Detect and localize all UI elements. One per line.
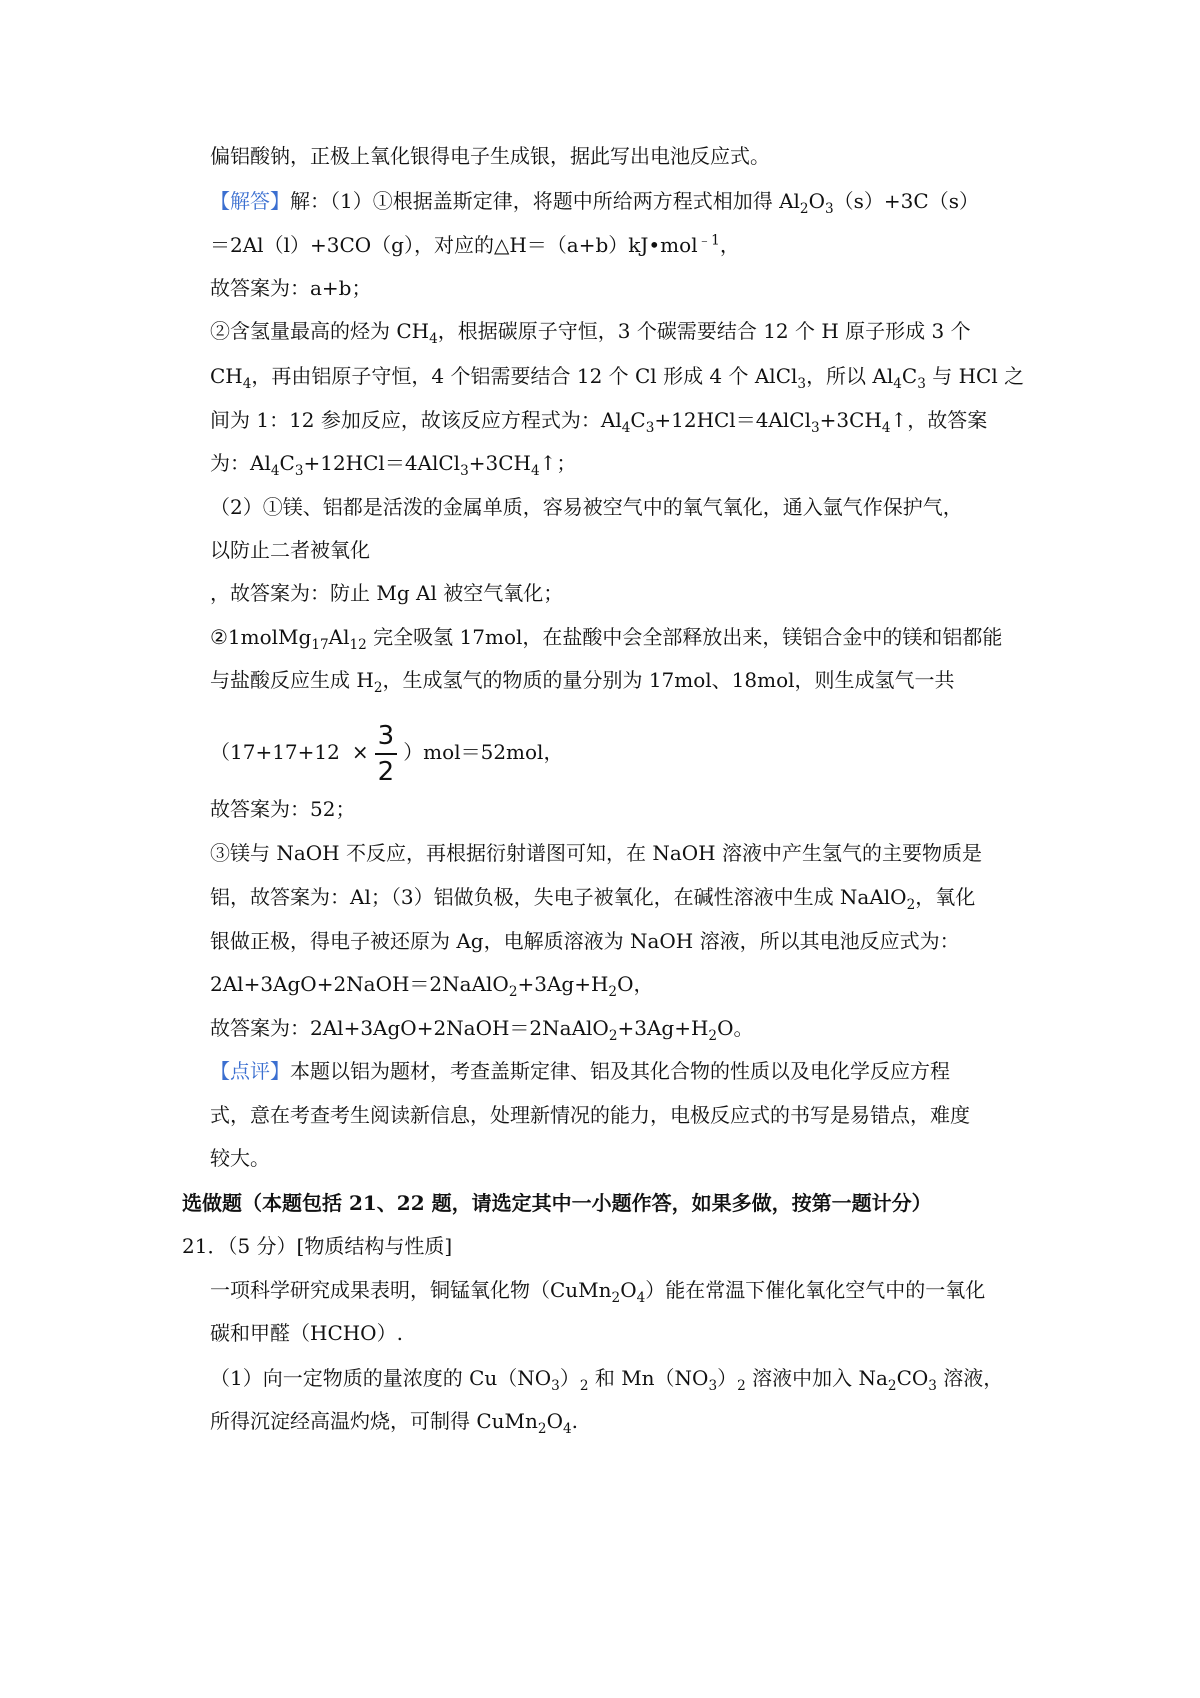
text-line	[210, 405, 1030, 435]
text-run: 以防止二者被氧化	[210, 538, 370, 562]
subscript: 4	[636, 1289, 646, 1306]
formula-line	[210, 716, 1030, 788]
subscript: 2	[737, 1377, 746, 1394]
subscript: 4	[270, 462, 280, 479]
subscript: 3	[797, 375, 807, 392]
text-run: 所得沉淀经高温灼烧，可制得 CuMn	[210, 1409, 538, 1433]
subscript: 4	[621, 419, 631, 436]
text-run: CH	[210, 364, 243, 388]
text-line	[210, 969, 1030, 999]
text-line	[210, 578, 1030, 608]
text-run: （s）+3C（s）	[833, 189, 979, 213]
text-line	[210, 794, 1030, 824]
text-run: O	[546, 1409, 563, 1433]
text-run: 故答案为：a+b；	[210, 276, 372, 300]
subscript: 3	[294, 462, 304, 479]
text-run: 与 HCl 之	[925, 364, 1025, 388]
comment-tag: 【点评】	[210, 1059, 290, 1083]
text-run: ，再由铝原子守恒，4 个铝需要结合 12 个 Cl 形成 4 个 AlCl	[251, 364, 798, 388]
subscript: 3	[645, 419, 655, 436]
text-line	[210, 316, 1030, 346]
text-run: 铝，故答案为：Al；（3）铝做负极，失电子被氧化，在碱性溶液中生成 NaAlO	[210, 885, 907, 909]
text-run: 式，意在考查考生阅读新信息，处理新情况的能力，电极反应式的书写是易错点，难度	[210, 1103, 970, 1127]
subscript: 4	[881, 419, 891, 436]
text-line	[210, 230, 1030, 260]
subscript: 3	[928, 1377, 937, 1394]
text-run: O	[808, 189, 825, 213]
question-number	[182, 1231, 1002, 1261]
text-line	[210, 273, 1030, 303]
fraction	[375, 721, 398, 787]
text-run: 故答案为：2Al+3AgO+2NaOH＝2NaAlO	[210, 1016, 609, 1040]
text-run: 解：（1）①根据盖斯定律，将题中所给两方程式相加得 Al	[290, 189, 800, 213]
text-line	[210, 838, 1030, 868]
text-run: C	[901, 364, 918, 388]
text-run: 银做正极，得电子被还原为 Ag，电解质溶液为 NaOH 溶液，所以其电池反应式为：	[210, 929, 960, 953]
superscript: ﹣1	[697, 232, 720, 249]
text-run: Al	[328, 625, 350, 649]
text-run: ）	[559, 1366, 580, 1390]
subscript: 2	[708, 1027, 718, 1044]
text-line	[210, 361, 1030, 391]
subscript: 2	[608, 983, 618, 1000]
text-run: ，生成氢气的物质的量分别为 17mol、18mol，则生成氢气一共	[382, 668, 955, 692]
text-run: CO	[896, 1366, 929, 1390]
text-run: ）	[717, 1366, 738, 1390]
text-run: ③镁与 NaOH 不反应，再根据衍射谱图可知，在 NaOH 溶液中产生氢气的主要物质是	[210, 841, 982, 865]
text-line	[210, 141, 1030, 171]
text-line	[210, 492, 1030, 522]
text-run: （1）向一定物质的量浓度的 Cu（NO	[210, 1366, 552, 1390]
text-run: 为：Al	[210, 451, 271, 475]
text-run: ，氧化	[915, 885, 976, 909]
text-run: 溶液中加入 Na	[745, 1366, 888, 1390]
text-run: （17+17+12	[210, 740, 340, 764]
text-run: ）能在常温下催化氧化空气中的一氧化	[645, 1278, 986, 1302]
text-run: 完全吸氢 17mol，在盐酸中会全部释放出来，镁铝合金中的镁和铝都能	[366, 625, 1003, 649]
text-run: 一项科学研究成果表明，铜锰氧化物（CuMn	[210, 1278, 612, 1302]
subscript: 12	[349, 636, 367, 653]
fraction-numerator: 3	[377, 720, 395, 751]
text-line	[210, 1013, 1030, 1043]
subscript: 2	[537, 1420, 547, 1437]
text-line	[210, 665, 1030, 695]
text-run: ，故答案为：防止 Mg Al 被空气氧化；	[210, 581, 564, 605]
text-run: 间为 1：12 参加反应，故该反应方程式为：Al	[210, 408, 622, 432]
text-run: ，根据碳原子守恒，3 个碳需要结合 12 个 H 原子形成 3 个	[437, 319, 971, 343]
text-run: +3CH	[819, 408, 882, 432]
text-run: 选做题（本题包括 21、22 题，请选定其中一小题作答，如果多做，按第一题计分）	[182, 1191, 932, 1215]
comment-line	[210, 1056, 1030, 1086]
subscript: 3	[917, 375, 926, 392]
text-run: ，所以 Al	[806, 364, 894, 388]
text-run: O，	[617, 972, 654, 996]
text-run: 与盐酸反应生成 H	[210, 668, 374, 692]
subscript: 4	[893, 375, 902, 392]
subscript: 2	[608, 1027, 618, 1044]
text-line	[210, 1363, 1030, 1393]
text-run: .	[571, 1409, 578, 1433]
text-run: 故答案为：52；	[210, 797, 356, 821]
subscript: 3	[810, 419, 820, 436]
subscript: 2	[799, 200, 809, 217]
text-run: ＝2Al（l）+3CO（g），对应的△H＝（a+b）kJ•mol	[210, 233, 698, 257]
text-run: 和 Mn（NO	[588, 1366, 709, 1390]
text-run: ，	[719, 233, 740, 257]
subscript: 2	[373, 679, 383, 696]
answer-tag: 【解答】	[210, 189, 290, 213]
text-line	[210, 1143, 1030, 1173]
subscript: 4	[562, 1420, 572, 1437]
text-run: ↑，故答案	[890, 408, 988, 432]
text-line	[210, 1100, 1030, 1130]
subscript: 2	[611, 1289, 621, 1306]
text-run: +3Ag+H	[517, 972, 609, 996]
text-run: +12HCl＝4AlCl	[654, 408, 811, 432]
subscript: 2	[906, 896, 916, 913]
text-run: +3Ag+H	[617, 1016, 709, 1040]
text-run: O。	[717, 1016, 754, 1040]
subscript: 3	[824, 200, 834, 217]
text-line	[210, 1275, 1030, 1305]
text-line	[210, 882, 1030, 912]
text-line	[210, 926, 1030, 956]
text-run: 21．（5 分）[物质结构与性质]	[182, 1234, 453, 1258]
subscript: 17	[311, 636, 329, 653]
text-run: （2）①镁、铝都是活泼的金属单质，容易被空气中的氧气氧化，通入氩气作保护气，	[210, 495, 963, 519]
text-run: C	[630, 408, 646, 432]
text-run: 偏铝酸钠，正极上氧化银得电子生成银，据此写出电池反应式。	[210, 144, 770, 168]
subscript: 4	[429, 330, 438, 347]
text-run: ↑；	[539, 451, 577, 475]
fraction-bar	[375, 753, 398, 755]
times-symbol: ×	[351, 740, 369, 764]
text-run: 碳和甲醛（HCHO）.	[210, 1321, 403, 1345]
text-run: C	[279, 451, 295, 475]
subscript: 3	[460, 462, 469, 479]
text-run: +3CH	[468, 451, 531, 475]
subscript: 2	[579, 1377, 589, 1394]
text-line	[210, 622, 1030, 652]
subscript: 2	[887, 1377, 897, 1394]
subscript: 2	[508, 983, 518, 1000]
subscript: 4	[530, 462, 540, 479]
text-run: 较大。	[210, 1146, 270, 1170]
section-heading	[182, 1188, 1002, 1218]
answer-line	[210, 186, 1030, 216]
text-run: 溶液，	[936, 1366, 1004, 1390]
text-run: ）mol＝52mol，	[403, 740, 564, 764]
subscript: 3	[551, 1377, 560, 1394]
text-run: ②1molMg	[210, 625, 312, 649]
text-run: O	[620, 1278, 637, 1302]
text-line	[210, 1318, 1030, 1348]
text-run: 2Al+3AgO+2NaOH＝2NaAlO	[210, 972, 509, 996]
subscript: 4	[242, 375, 252, 392]
text-line	[210, 1406, 1030, 1436]
subscript: 3	[708, 1377, 718, 1394]
text-line	[210, 535, 1030, 565]
text-run: 本题以铝为题材，考查盖斯定律、铝及其化合物的性质以及电化学反应方程	[290, 1059, 950, 1083]
text-run: ②含氢量最高的烃为 CH	[210, 319, 430, 343]
text-line	[210, 448, 1030, 478]
text-run: +12HCl＝4AlCl	[303, 451, 461, 475]
fraction-denominator: 2	[377, 756, 395, 787]
